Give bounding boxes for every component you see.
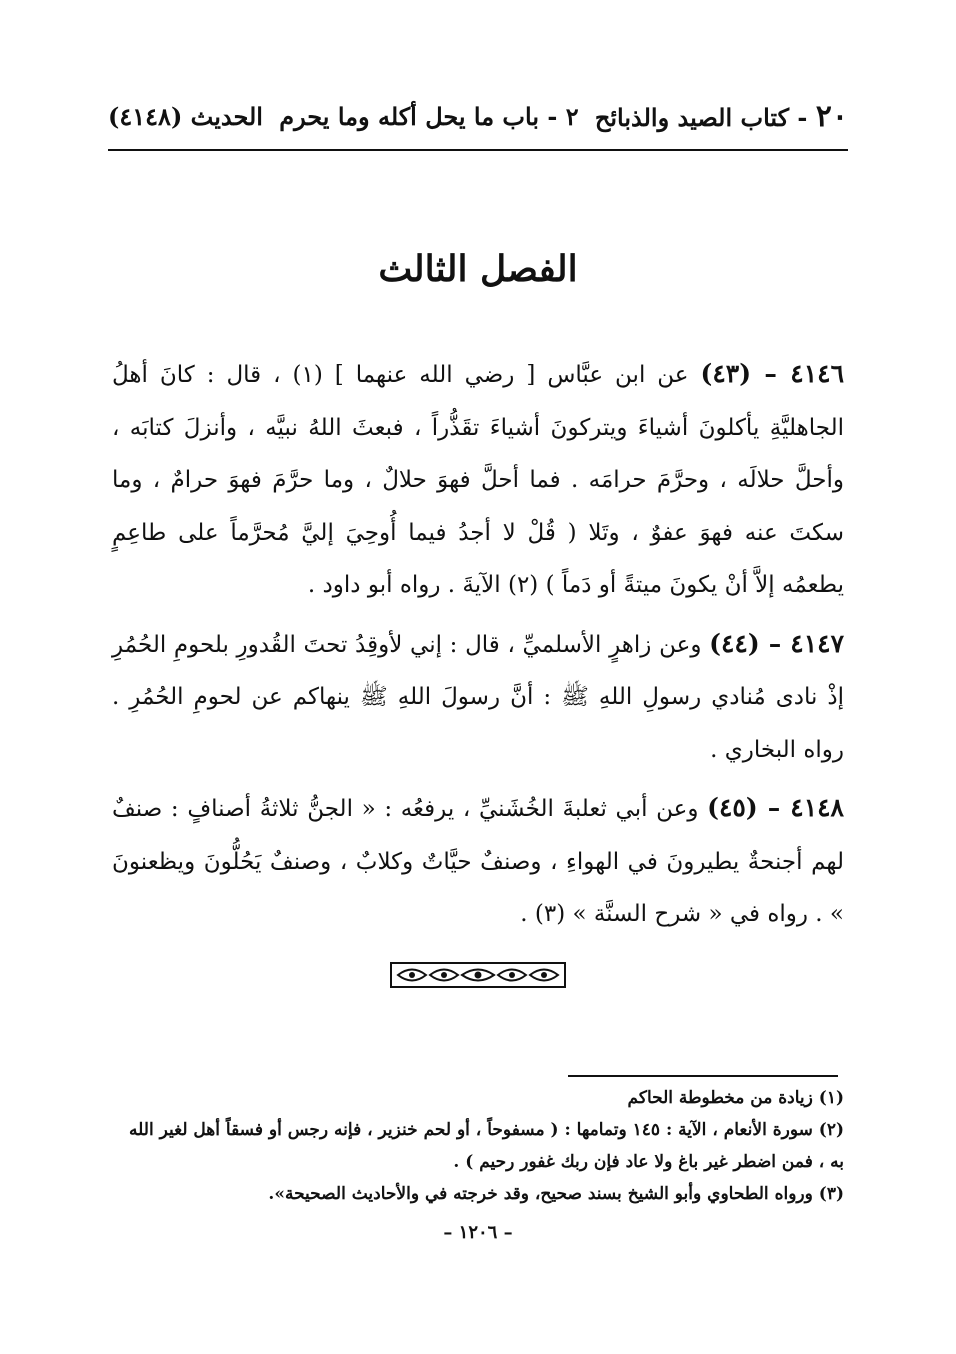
running-header (108, 86, 848, 146)
hadith-text: عن ابن عبَّاس [ رضي الله عنهما ] (١) ، قال : كانَ أهلُ الجاهليَّةِ يأكلونَ أشياءَ ويتركونَ أشياءَ تقَذُّراً ، فبعثَ اللهُ نبيَّه ، وأنزلَ كتابَه ، وأحلَّ حلالَه ، وحرَّمَ حرامَه . فما أحلَّ فهوَ حلالٌ ، وما حرَّمَ فهوَ حرامٌ ، وما سكتَ عنه فهوَ عفوٌ ، وتَلا ( قُلْ لا أجدُ فيما أُوحِيَ إليَّ مُحرَّماً على طاعِمٍ يطعمُه إلاَّ أنْ يكونَ ميتةً أو دَماً ) (٢) الآيةَ . رواه أبو داود . (112, 362, 844, 598)
footnotes (112, 1082, 844, 1210)
header-book-title (595, 99, 848, 134)
footnote-item: (٣) ورواه الطحاوي وأبو الشيخ بسند صحيح، وقد خرجته في والأحاديث الصحيحة». (268, 1184, 844, 1204)
page-number: – ١٢٠٦ – (443, 1222, 513, 1243)
header-page-number: ٢٠ (815, 98, 848, 134)
hadith-list (112, 348, 844, 947)
decorative-ornament (390, 962, 566, 988)
hadith-number: ٤١٤٧ – (٤٤) (709, 628, 845, 658)
hadith-number: ٤١٤٦ – (٤٣) (700, 359, 845, 388)
footnote-divider (568, 1075, 838, 1077)
hadith-entry (112, 618, 844, 777)
footnote-item: (٢) سورة الأنعام ، الآية : ١٤٥ وتمامها : ( مسفوحاً ، أو لحم خنزير ، فإنه رجس أو فسقاً أهل لغير الله به ، فمن اضطر غير باغ ولا عاد فإن ربك غفور رحيم ) . (129, 1120, 844, 1172)
hadith-text: وعن أبي ثعلبةَ الخُشَنيِّ ، يرفعُه : « الجنُّ ثلاثةُ أصنافٍ : صنفٌ لهم أجنحةٌ يطيرونَ في الهواءِ ، وصنفٌ حيَّاتٌ وكلابٌ ، وصنفٌ يَحُلُّونَ ويظعنونَ » . رواه في « شرح السنَّة » (٣) . (112, 796, 844, 927)
hadith-number: ٤١٤٨ – (٤٥) (707, 793, 844, 822)
footnote-item: (١) زيادة من مخطوطة الحاكم (627, 1088, 844, 1108)
header-book-name: - كتاب الصيد والذبائح (594, 102, 808, 132)
header-hadith-range: الحديث (٤١٤٨) (108, 101, 263, 131)
hadith-entry (112, 348, 844, 612)
hadith-entry (112, 782, 844, 941)
section-title: الفصل الثالث (378, 248, 578, 290)
header-divider (108, 149, 848, 151)
hadith-text: وعن زاهرٍ الأسلميِّ ، قال : إني لأوقِدُ تحتَ القُدورِ بلحومِ الحُمُرِ إذْ نادى مُنادي رسولِ اللهِ ﷺ : أنَّ رسولَ اللهِ ﷺ ينهاكم عن لحومِ الحُمُرِ . رواه البخاري . (112, 631, 844, 763)
header-chapter: ٢ - باب ما يحل أكله وما يحرم (279, 101, 579, 131)
